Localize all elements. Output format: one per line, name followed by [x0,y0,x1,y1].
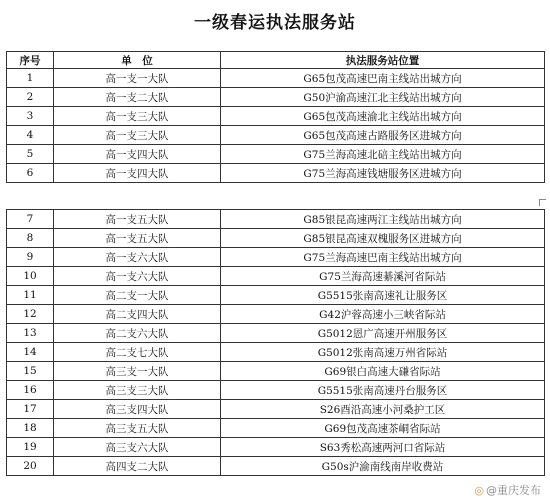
cell-seq: 19 [7,438,54,457]
document-title: 一级春运执法服务站 [194,13,356,33]
table-row [7,324,545,343]
table-row [7,88,545,107]
cell-location: G65包茂高速古路服务区进城方向 [221,126,545,145]
cell-seq: 1 [7,69,54,88]
cell-unit: 高一支四大队 [54,164,221,183]
page-break-marker [539,199,546,206]
table-row [7,229,545,248]
header-unit: 单 位 [54,52,221,69]
cell-seq: 18 [7,419,54,438]
header-seq: 序号 [7,52,54,69]
cell-seq: 15 [7,362,54,381]
table-row [7,286,545,305]
cell-seq: 2 [7,88,54,107]
cell-unit: 高一支六大队 [54,267,221,286]
cell-unit: 高四支二大队 [54,457,221,476]
cell-seq: 6 [7,164,54,183]
cell-seq: 7 [7,210,54,229]
cell-location: G5515张南高速礼让服务区 [221,286,545,305]
table-row [7,164,545,183]
cell-location: G5012恩广高速开州服务区 [221,324,545,343]
cell-seq: 17 [7,400,54,419]
cell-seq: 11 [7,286,54,305]
table-row [7,126,545,145]
cell-location: G42沪蓉高速小三峡省际站 [221,305,545,324]
cell-unit: 高三支五大队 [54,419,221,438]
cell-location: G50沪渝高速江北主线站出城方向 [221,88,545,107]
cell-location: G5515张南高速丹台服务区 [221,381,545,400]
cell-seq: 13 [7,324,54,343]
service-station-table-top [6,51,545,183]
cell-unit: 高二支六大队 [54,324,221,343]
table-row [7,107,545,126]
cell-unit: 高一支四大队 [54,145,221,164]
cell-unit: 高三支六大队 [54,438,221,457]
table-row [7,438,545,457]
cell-seq: 14 [7,343,54,362]
table-row [7,381,545,400]
table-row [7,457,545,476]
cell-location: G75兰海高速北碚主线站出城方向 [221,145,545,164]
table-row [7,343,545,362]
cell-location: G85银昆高速两江主线站出城方向 [221,210,545,229]
cell-unit: 高二支一大队 [54,286,221,305]
cell-unit: 高二支七大队 [54,343,221,362]
cell-seq: 20 [7,457,54,476]
table-row [7,400,545,419]
cell-seq: 3 [7,107,54,126]
cell-location: G69包茂高速茶峒省际站 [221,419,545,438]
cell-unit: 高一支五大队 [54,210,221,229]
cell-location: G5012张南高速万州省际站 [221,343,545,362]
cell-unit: 高一支一大队 [54,69,221,88]
cell-location: G75兰海高速綦溪河省际站 [221,267,545,286]
service-station-table-bottom [6,209,545,476]
table-header-row [7,52,545,69]
cell-unit: 高一支三大队 [54,126,221,145]
table-row [7,362,545,381]
cell-location: G75兰海高速巴南主线站出城方向 [221,248,545,267]
table-row [7,210,545,229]
cell-location: G50s沪渝南线南岸收费站 [221,457,545,476]
header-location: 执法服务站位置 [221,52,545,69]
cell-unit: 高一支六大队 [54,248,221,267]
cell-location: G85银昆高速双槐服务区进城方向 [221,229,545,248]
cell-seq: 10 [7,267,54,286]
cell-seq: 12 [7,305,54,324]
cell-location: G69银白高速大磏省际站 [221,362,545,381]
table-row [7,305,545,324]
watermark-text: @重庆发布 [486,484,541,497]
cell-unit: 高三支一大队 [54,362,221,381]
cell-seq: 8 [7,229,54,248]
weibo-logo-icon: ◎ [474,484,484,497]
table-row [7,69,545,88]
cell-location: G65包茂高速渝北主线站出城方向 [221,107,545,126]
table-row [7,145,545,164]
table-row [7,267,545,286]
cell-unit: 高三支三大队 [54,381,221,400]
cell-unit: 高一支三大队 [54,107,221,126]
weibo-watermark [471,481,544,499]
cell-seq: 4 [7,126,54,145]
cell-unit: 高三支四大队 [54,400,221,419]
cell-unit: 高一支五大队 [54,229,221,248]
table-row [7,419,545,438]
cell-location: G75兰海高速钱塘服务区进城方向 [221,164,545,183]
cell-location: G65包茂高速巴南主线站出城方向 [221,69,545,88]
cell-unit: 高二支四大队 [54,305,221,324]
cell-seq: 5 [7,145,54,164]
cell-seq: 9 [7,248,54,267]
table-row [7,248,545,267]
cell-seq: 16 [7,381,54,400]
cell-location: S63秀松高速两河口省际站 [221,438,545,457]
cell-location: S26酉沿高速小河桑护工区 [221,400,545,419]
cell-unit: 高一支二大队 [54,88,221,107]
